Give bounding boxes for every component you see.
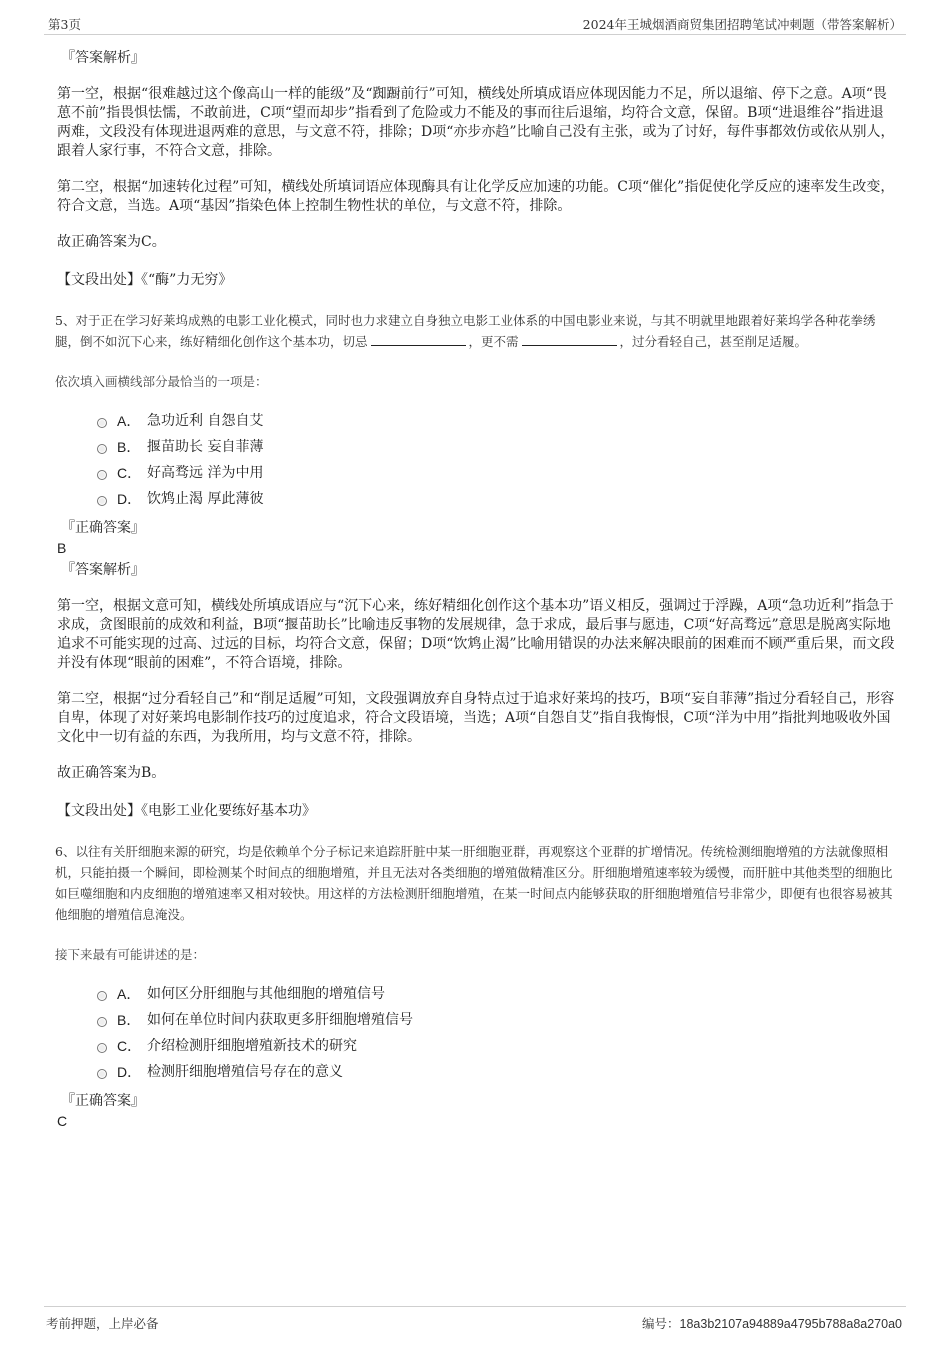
q5-options [97, 408, 897, 512]
q5-correct-label: 『正确答案』 [61, 520, 145, 536]
q5-blank-2 [522, 332, 617, 346]
prev-analysis-para1: 第一空，根据“很难越过这个像高山一样的能级”及“踟蹰前行”可知，横线处所填成语应体现因能力不足，所以退缩、停下之意。A项“畏葸不前”指畏惧怯懦，不敢前进，C项“望而却步”指看到了危险或力不能及的事而往后退缩，均符合文意，保留。B项“进退维谷”指进退两难，文段没有体现进退两难的意思，与文意不符，排除；D项“亦步亦趋”比喻自己没有主张，或为了讨好，每件事都效仿或依从别人，跟着人家行事，不符合文意，排除。 [57, 86, 895, 159]
q5-option-d[interactable]: D． 饮鸩止渴 厚此薄彼 [97, 486, 897, 512]
radio-icon[interactable] [97, 991, 107, 1001]
prev-analysis-label: 『答案解析』 [61, 50, 145, 66]
page-header [44, 14, 906, 35]
prev-conclusion: 故正确答案为C。 [57, 234, 166, 250]
footer-slogan: 考前押题，上岸必备 [46, 1316, 159, 1331]
q5-text: 5、对于正在学习好莱坞成熟的电影工业化模式，同时也力求建立自身独立电影工业体系的中国电影业来说，与其不明就里地跟着好莱坞学各种花拳绣腿，倒不如沉下心来，练好精细化创作这个基本功，切忌 ，更不需 ，过分看轻自己，甚至削足适履。 [55, 313, 876, 349]
q6-option-d[interactable]: D． 检测肝细胞增殖信号存在的意义 [97, 1059, 897, 1085]
q6-correct-label: 『正确答案』 [61, 1093, 145, 1109]
prev-analysis-para2: 第二空，根据“加速转化过程”可知，横线处所填词语应体现酶具有让化学反应加速的功能。C项“催化”指促使化学反应的速率发生改变，符合文意，当选。A项“基因”指染色体上控制生物性状的单位，与文意不符，排除。 [57, 179, 895, 214]
radio-icon[interactable] [97, 444, 107, 454]
q5-prompt: 依次填入画横线部分最恰当的一项是： [55, 374, 268, 389]
q5-source: 【文段出处】《电影工业化要练好基本功》 [57, 803, 316, 819]
q5-option-c[interactable]: C． 好高骛远 洋为中用 [97, 460, 897, 486]
q5-blank-1 [371, 332, 466, 346]
radio-icon[interactable] [97, 496, 107, 506]
q6-prompt: 接下来最有可能讲述的是： [55, 947, 206, 962]
radio-icon[interactable] [97, 470, 107, 480]
q5-analysis-label: 『答案解析』 [61, 562, 145, 578]
q5-analysis-para2: 第二空，根据“过分看轻自己”和“削足适履”可知，文段强调放弃自身特点过于追求好莱坞的技巧，B项“妄自菲薄”指过分看轻自己，形容自卑，体现了对好莱坞电影制作技巧的过度追求，符合文段语境，当选；A项“自怨自艾”指自我悔恨，C项“洋为中用”指批判地吸收外国文化中一切有益的东西，为我所用，均与文意不符，排除。 [57, 691, 895, 745]
radio-icon[interactable] [97, 418, 107, 428]
radio-icon[interactable] [97, 1017, 107, 1027]
page-footer [44, 1306, 906, 1331]
page-number: 第3页 [48, 17, 81, 32]
q6-option-c[interactable]: C． 介绍检测肝细胞增殖新技术的研究 [97, 1033, 897, 1059]
document-title: 2024年王城烟酒商贸集团招聘笔试冲刺题（带答案解析） [582, 17, 902, 32]
q6-options [97, 981, 897, 1085]
q5-analysis-para1: 第一空，根据文意可知，横线处所填成语应与“沉下心来，练好精细化创作这个基本功”语义相反，强调过于浮躁，A项“急功近利”指急于求成，贪图眼前的成效和利益，B项“揠苗助长”比喻违反事物的发展规律，急于求成，最后事与愿违，C项“好高骛远”意思是脱离实际地追求不可能实现的过高、过远的目标，均符合文意，保留；D项“饮鸩止渴”比喻用错误的办法来解决眼前的困难而不顾严重后果，而文段并没有体现“眼前的困难”，不符合语境，排除。 [57, 598, 895, 671]
radio-icon[interactable] [97, 1069, 107, 1079]
q6-option-b[interactable]: B． 如何在单位时间内获取更多肝细胞增殖信号 [97, 1007, 897, 1033]
q5-conclusion: 故正确答案为B。 [57, 765, 166, 781]
q6-text: 6、以往有关肝细胞来源的研究，均是依赖单个分子标记来追踪肝脏中某一肝细胞亚群，再观察这个亚群的扩增情况。传统检测细胞增殖的方法就像照相机，只能拍摄一个瞬间，即检测某个时间点的细胞增殖，并且无法对各类细胞的增殖做精准区分。肝细胞增殖速率较为缓慢，而肝脏中其他类型的细胞比如巨噬细胞和内皮细胞的增殖速率又相对较快。用这样的方法检测肝细胞增殖，在某一时间点内能够获取的肝细胞增殖信号非常少，即便有也很容易被其他细胞的增殖信息淹没。 [55, 844, 893, 922]
page-content [55, 40, 897, 1129]
q5-option-a[interactable]: A． 急功近利 自怨自艾 [97, 408, 897, 434]
document-code: 编号：18a3b2107a94889a4795b788a8a270a0 [642, 1316, 902, 1331]
q5-correct-value: B [57, 540, 67, 556]
radio-icon[interactable] [97, 1043, 107, 1053]
q6-option-a[interactable]: A． 如何区分肝细胞与其他细胞的增殖信号 [97, 981, 897, 1007]
q6-correct-value: C [57, 1113, 68, 1129]
q5-option-b[interactable]: B． 揠苗助长 妄自菲薄 [97, 434, 897, 460]
prev-source: 【文段出处】《“酶”力无穷》 [57, 272, 233, 288]
